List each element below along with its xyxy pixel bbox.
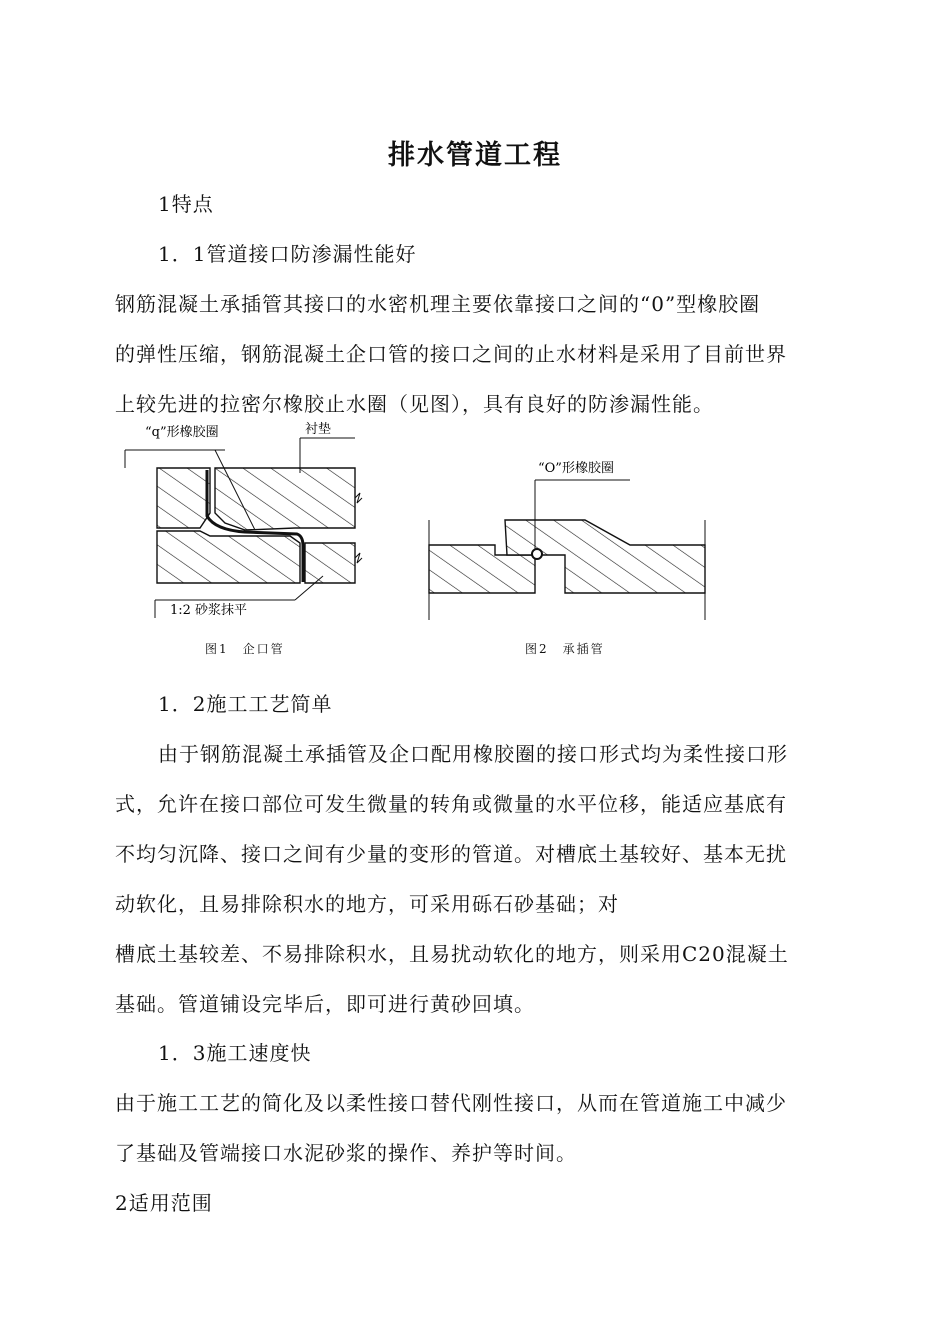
paragraph-line: 上较先进的拉密尔橡胶止水圈（见图），具有良好的防渗漏性能。: [115, 392, 714, 416]
figure-1-caption: 图1 企口管: [205, 642, 285, 656]
section-1-heading: 1特点: [158, 192, 214, 216]
paragraph-line: 式，允许在接口部位可发生微量的转角或微量的水平位移，能适应基底有: [115, 792, 787, 816]
paragraph-line: 的弹性压缩，钢筋混凝土企口管的接口之间的止水材料是采用了目前世界: [115, 342, 787, 366]
fig1-gasket-label: “q”形橡胶圈: [145, 425, 219, 440]
paragraph-line: 由于钢筋混凝土承插管及企口配用橡胶圈的接口形式均为柔性接口形: [158, 742, 788, 766]
section-1-3-heading: 1．3施工速度快: [158, 1041, 312, 1065]
paragraph-line: 不均匀沉降、接口之间有少量的变形的管道。对槽底土基较好、基本无扰: [115, 842, 787, 866]
fig2-gasket-label: “O”形橡胶圈: [538, 461, 614, 476]
document-title: 排水管道工程: [388, 140, 562, 171]
section-1-2-heading: 1．2施工工艺简单: [158, 692, 333, 716]
fig1-pad-label: 衬垫: [305, 422, 332, 437]
paragraph-line: 动软化，且易排除积水的地方，可采用砾石砂基础；对: [115, 892, 619, 916]
paragraph-line: 基础。管道铺设完毕后，即可进行黄砂回填。: [115, 992, 535, 1016]
section-1-1-heading: 1．1管道接口防渗漏性能好: [158, 242, 417, 266]
paragraph-line: 了基础及管端接口水泥砂浆的操作、养护等时间。: [115, 1141, 577, 1165]
section-2-heading: 2适用范围: [115, 1191, 213, 1215]
fig1-mortar-label: 1:2 砂浆抹平: [170, 603, 248, 618]
paragraph-line: 槽底土基较差、不易排除积水，且易扰动软化的地方，则采用C20混凝土: [115, 942, 789, 966]
figure-1-joint-diagram: [115, 418, 415, 633]
figure-2-joint-diagram: [425, 450, 715, 625]
paragraph-line: 钢筋混凝土承插管其接口的水密机理主要依靠接口之间的“0”型橡胶圈: [115, 292, 761, 316]
paragraph-line: 由于施工工艺的简化及以柔性接口替代刚性接口，从而在管道施工中减少: [115, 1091, 787, 1115]
figure-2-caption: 图2 承插管: [525, 642, 605, 656]
